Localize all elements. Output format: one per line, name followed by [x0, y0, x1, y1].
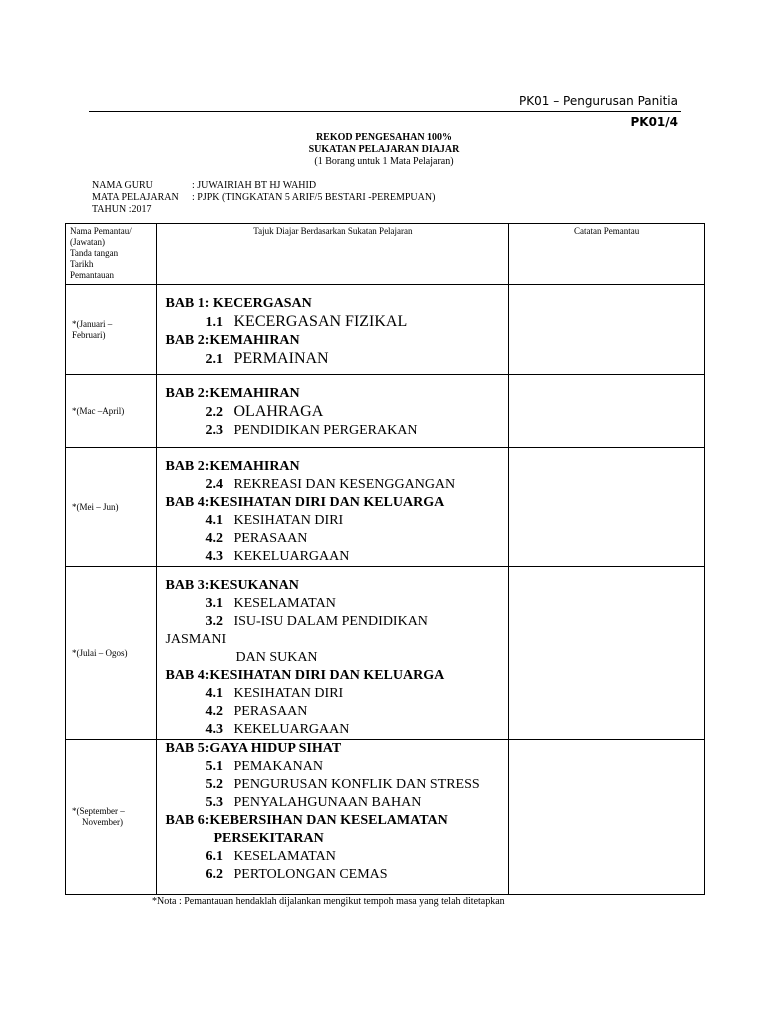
- topic-item: 2.4 REKREASI DAN KESENGGANGAN: [205, 477, 456, 492]
- bab-heading-continuation: PERSEKITARAN: [213, 831, 324, 846]
- topic-item: 2.1 PERMAINAN: [205, 350, 329, 367]
- info-mp-label: MATA PELAJARAN: [92, 192, 179, 203]
- form-titles: [0, 132, 768, 168]
- table-row: [66, 740, 705, 895]
- monitoring-table: [65, 223, 705, 895]
- notes-cell[interactable]: [509, 740, 705, 895]
- info-guru: [92, 180, 316, 191]
- bab-heading: BAB 6:KEBERSIHAN DAN KESELAMATAN: [165, 813, 448, 828]
- topic-item: 4.2 PERASAAN: [205, 531, 308, 546]
- period-cell: *(Mac –April): [66, 375, 157, 448]
- col3-header: Catatan Pemantau: [509, 224, 705, 285]
- topic-item: 4.1 KESIHATAN DIRI: [205, 513, 344, 528]
- topic-item: 4.2 PERASAAN: [205, 704, 308, 719]
- period-cell: *(Julai – Ogos): [66, 567, 157, 740]
- footnote: *Nota : Pemantauan hendaklah dijalankan mengikut tempoh masa yang telah ditetapkan: [152, 896, 505, 907]
- bab-heading: BAB 5:GAYA HIDUP SIHAT: [165, 741, 342, 756]
- topic-item: 1.1 KECERGASAN FIZIKAL: [205, 313, 408, 330]
- period-cell: *(September – November): [66, 740, 157, 895]
- table-row: [66, 567, 705, 740]
- period-cell: *(Januari – Februari): [66, 285, 157, 375]
- title-line-1: REKOD PENGESAHAN 100%: [315, 132, 453, 143]
- topic-continuation: DAN SUKAN: [235, 650, 318, 665]
- document-code: PK01/4: [630, 115, 678, 129]
- info-tahun: TAHUN :2017: [92, 204, 152, 215]
- bab-heading: BAB 3:KESUKANAN: [165, 578, 299, 593]
- table-row: [66, 375, 705, 448]
- info-mata-pelajaran: [92, 192, 435, 203]
- bab-heading: BAB 1: KECERGASAN: [165, 296, 312, 311]
- topic-item: 6.2 PERTOLONGAN CEMAS: [205, 867, 388, 882]
- topic-cell: [157, 567, 509, 740]
- period-cell: *(Mei – Jun): [66, 448, 157, 567]
- topic-item: 4.1 KESIHATAN DIRI: [205, 686, 344, 701]
- bab-heading: BAB 2:KEMAHIRAN: [165, 459, 300, 474]
- bab-heading: BAB 2:KEMAHIRAN: [165, 333, 300, 348]
- topic-item: 2.2 OLAHRAGA: [205, 403, 324, 420]
- notes-cell[interactable]: [509, 448, 705, 567]
- document-code-title: PK01 – Pengurusan Panitia: [519, 94, 678, 108]
- notes-cell[interactable]: [509, 567, 705, 740]
- topic-continuation: JASMANI: [165, 632, 227, 647]
- col1-header: Nama Pemantau/ (Jawatan) Tanda tangan Tarikh Pemantauan: [66, 224, 157, 285]
- header-divider: [89, 111, 681, 112]
- notes-cell[interactable]: [509, 375, 705, 448]
- topic-item: 5.3 PENYALAHGUNAAN BAHAN: [205, 795, 422, 810]
- notes-cell[interactable]: [509, 285, 705, 375]
- topic-item: 6.1 KESELAMATAN: [205, 849, 336, 864]
- topic-item: 3.2 ISU-ISU DALAM PENDIDIKAN: [205, 614, 428, 629]
- topic-cell: [157, 448, 509, 567]
- title-line-2: SUKATAN PELAJARAN DIAJAR: [308, 144, 460, 155]
- bab-heading: BAB 4:KESIHATAN DIRI DAN KELUARGA: [165, 668, 445, 683]
- topic-item: 3.1 KESELAMATAN: [205, 596, 336, 611]
- topic-item: 4.3 KEKELUARGAAN: [205, 549, 350, 564]
- table-row: [66, 285, 705, 375]
- topic-cell: [157, 740, 509, 895]
- info-guru-label: NAMA GURU: [92, 180, 153, 191]
- info-mp-value: : PJPK (TINGKATAN 5 ARIF/5 BESTARI -PEREMPUAN): [192, 192, 436, 203]
- col2-header: Tajuk Diajar Berdasarkan Sukatan Pelajaran: [157, 224, 509, 285]
- topic-item: 4.3 KEKELUARGAAN: [205, 722, 350, 737]
- table-row: [66, 448, 705, 567]
- bab-heading: BAB 2:KEMAHIRAN: [165, 386, 300, 401]
- table-header-row: [66, 224, 705, 285]
- topic-item: 5.1 PEMAKANAN: [205, 759, 323, 774]
- topic-item: 5.2 PENGURUSAN KONFLIK DAN STRESS: [205, 777, 480, 792]
- topic-cell: [157, 375, 509, 448]
- topic-item: 2.3 PENDIDIKAN PERGERAKAN: [205, 423, 418, 438]
- info-guru-value: : JUWAIRIAH BT HJ WAHID: [192, 180, 317, 191]
- title-line-3: (1 Borang untuk 1 Mata Pelajaran): [314, 156, 454, 167]
- bab-heading: BAB 4:KESIHATAN DIRI DAN KELUARGA: [165, 495, 445, 510]
- topic-cell: [157, 285, 509, 375]
